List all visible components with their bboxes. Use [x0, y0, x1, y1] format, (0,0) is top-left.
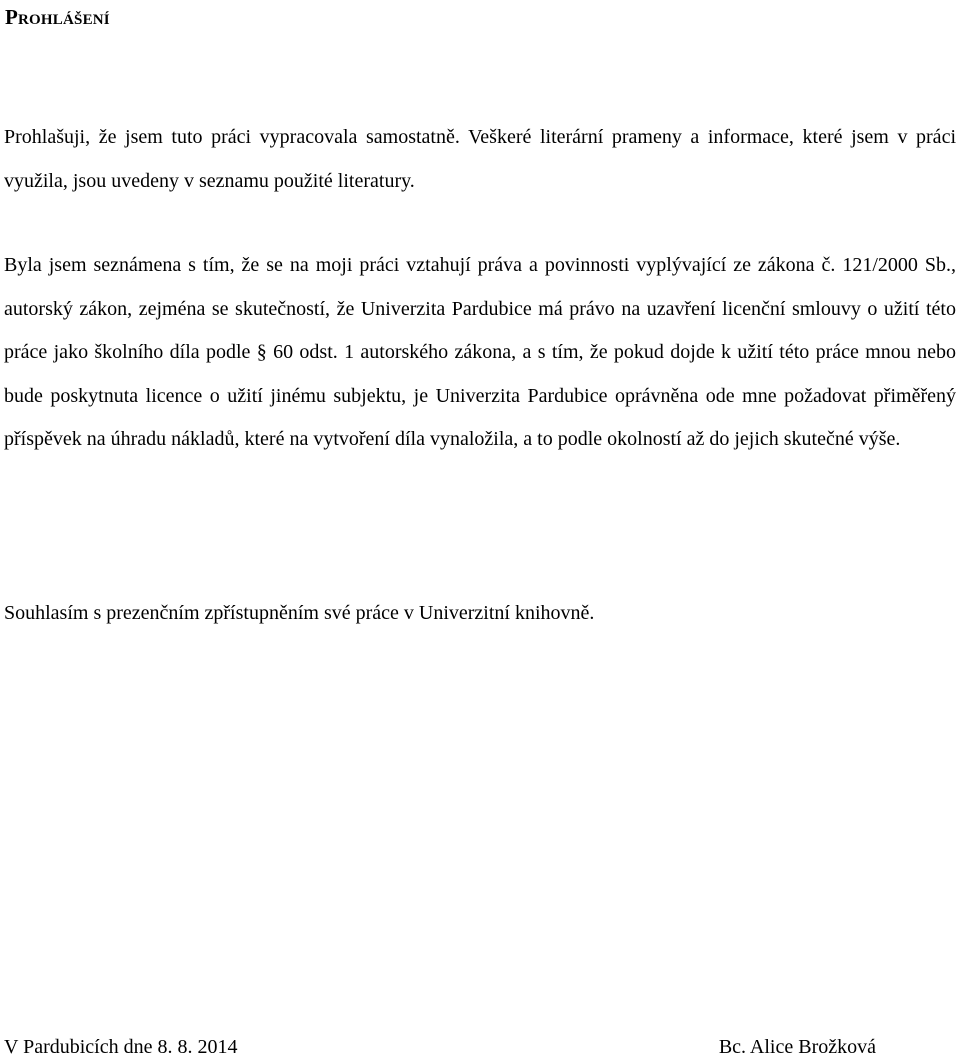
place-and-date: V Pardubicích dne 8. 8. 2014	[4, 1036, 238, 1058]
declaration-paragraph-copyright: Byla jsem seznámena s tím, že se na moji práci vztahují práva a povinnosti vyplývající ze zákona č. 121/2000 Sb., autorský zákon, zejména se skutečností, že Univerzita Pardubice má právo na uzavření licenční smlouvy o užití této práce jako školního díla podle § 60 odst. 1 autorského zákona, a s tím, že pokud dojde k užití této práce mnou nebo bude poskytnuta licence o užití jinému subjektu, je Univerzita Pardubice oprávněna ode mne požadovat přiměřený příspěvek na úhradu nákladů, které na vytvoření díla vynaložila, a to podle okolností až do jejich skutečné výše.	[4, 254, 956, 451]
signature-block	[4, 1032, 876, 1062]
declaration-paragraph-authorship: Prohlašuji, že jsem tuto práci vypracovala samostatně. Veškeré literární prameny a informace, které jsem v práci využila, jsou uvedeny v seznamu použité literatury.	[4, 126, 956, 192]
author-signature: Bc. Alice Brožková	[718, 1036, 876, 1058]
declaration-paragraph-library-consent: Souhlasím s prezenčním zpřístupněním své práce v Univerzitní knihovně.	[4, 602, 595, 624]
page-title: Prohlášení	[5, 5, 110, 29]
